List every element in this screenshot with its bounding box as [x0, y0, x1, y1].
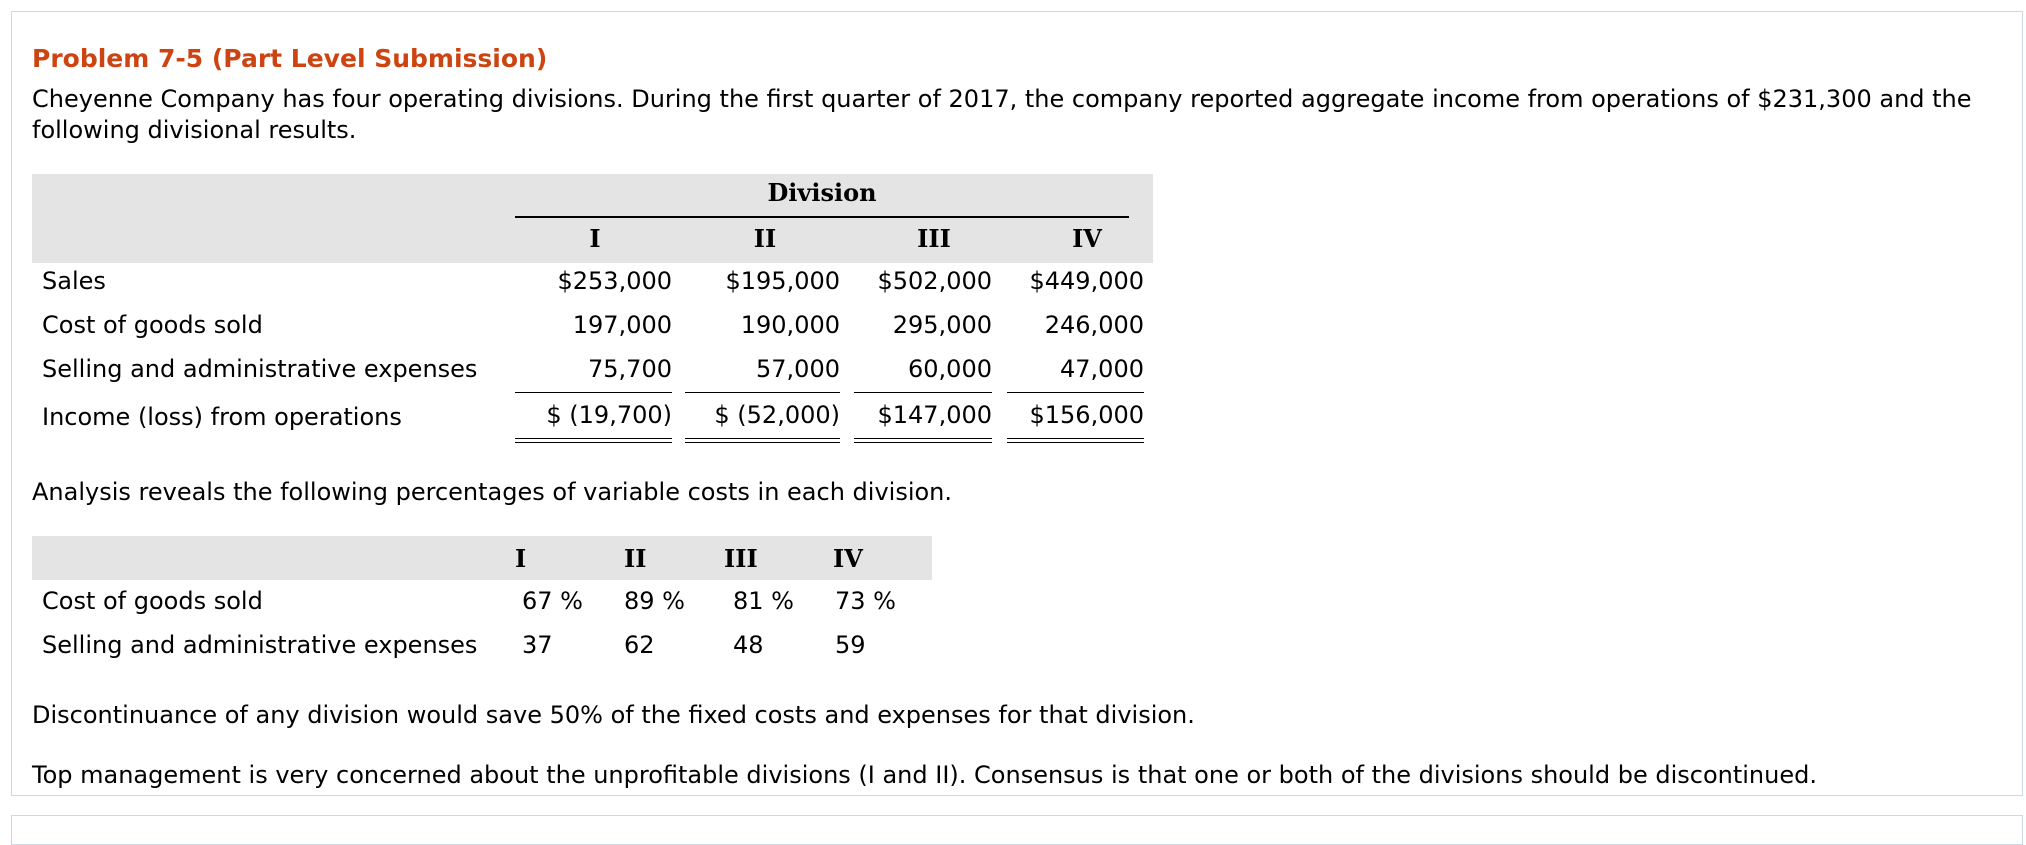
variable-cost-table	[32, 532, 932, 659]
col-header-I: I	[515, 544, 527, 573]
table-cell: $ (19,700)	[546, 401, 672, 429]
row-label-cogs: Cost of goods sold	[42, 311, 263, 339]
divisional-results-table	[32, 162, 1153, 462]
division-header-rule	[515, 216, 1129, 218]
table-cell: 81 %	[733, 587, 794, 615]
table-cell: 62	[624, 631, 655, 659]
table-cell: 89 %	[624, 587, 685, 615]
subtotal-rule	[685, 392, 840, 393]
table-cell: 67 %	[522, 587, 583, 615]
row-label-income: Income (loss) from operations	[42, 403, 402, 431]
table-cell: 246,000	[1044, 311, 1144, 339]
row-label-selling-admin: Selling and administrative expenses	[42, 631, 478, 659]
total-double-rule	[515, 438, 672, 443]
col-header-IV: IV	[1072, 224, 1102, 253]
table-cell: 57,000	[756, 355, 840, 383]
subtotal-rule	[854, 392, 992, 393]
col-header-I: I	[589, 224, 601, 253]
management-text: Top management is very concerned about the unprofitable divisions (I and II). Consensus is that one or both of the divisions should be discontinued.	[32, 761, 1817, 789]
table-cell: 47,000	[1060, 355, 1144, 383]
table-cell: $195,000	[725, 267, 840, 295]
table-header-band	[32, 536, 932, 580]
table-cell: 73 %	[835, 587, 896, 615]
table-cell: 48	[733, 631, 764, 659]
table-cell: 59	[835, 631, 866, 659]
table-cell: $156,000	[1029, 401, 1144, 429]
subtotal-rule	[515, 392, 672, 393]
discontinuance-text: Discontinuance of any division would save 50% of the fixed costs and expenses for that division.	[32, 701, 1195, 729]
row-label-sales: Sales	[42, 267, 106, 295]
col-header-II: II	[624, 544, 647, 573]
table-cell: $147,000	[877, 401, 992, 429]
subtotal-rule	[1007, 392, 1144, 393]
table-cell: 60,000	[908, 355, 992, 383]
col-header-IV: IV	[833, 544, 863, 573]
table-cell: $253,000	[557, 267, 672, 295]
table-cell: $449,000	[1029, 267, 1144, 295]
problem-intro: Cheyenne Company has four operating divisions. During the first quarter of 2017, the company reported aggregate income from operations of $231,300 and the following divisional results.	[32, 85, 1972, 144]
total-double-rule	[854, 438, 992, 443]
row-label-selling-admin: Selling and administrative expenses	[42, 355, 478, 383]
next-panel	[11, 815, 2023, 845]
analysis-text: Analysis reveals the following percentages of variable costs in each division.	[32, 478, 953, 506]
table-cell: 75,700	[588, 355, 672, 383]
problem-panel	[11, 11, 2023, 796]
table-cell: 37	[522, 631, 553, 659]
table-cell: $502,000	[877, 267, 992, 295]
table-cell: 190,000	[740, 311, 840, 339]
table-cell: $ (52,000)	[714, 401, 840, 429]
table-cell: 295,000	[892, 311, 992, 339]
division-group-header: Division	[767, 178, 877, 207]
col-header-III: III	[917, 224, 951, 253]
row-label-cogs: Cost of goods sold	[42, 587, 263, 615]
total-double-rule	[1007, 438, 1144, 443]
problem-title: Problem 7-5 (Part Level Submission)	[32, 44, 548, 73]
col-header-III: III	[724, 544, 758, 573]
total-double-rule	[685, 438, 840, 443]
col-header-II: II	[753, 224, 777, 253]
table-cell: 197,000	[572, 311, 672, 339]
